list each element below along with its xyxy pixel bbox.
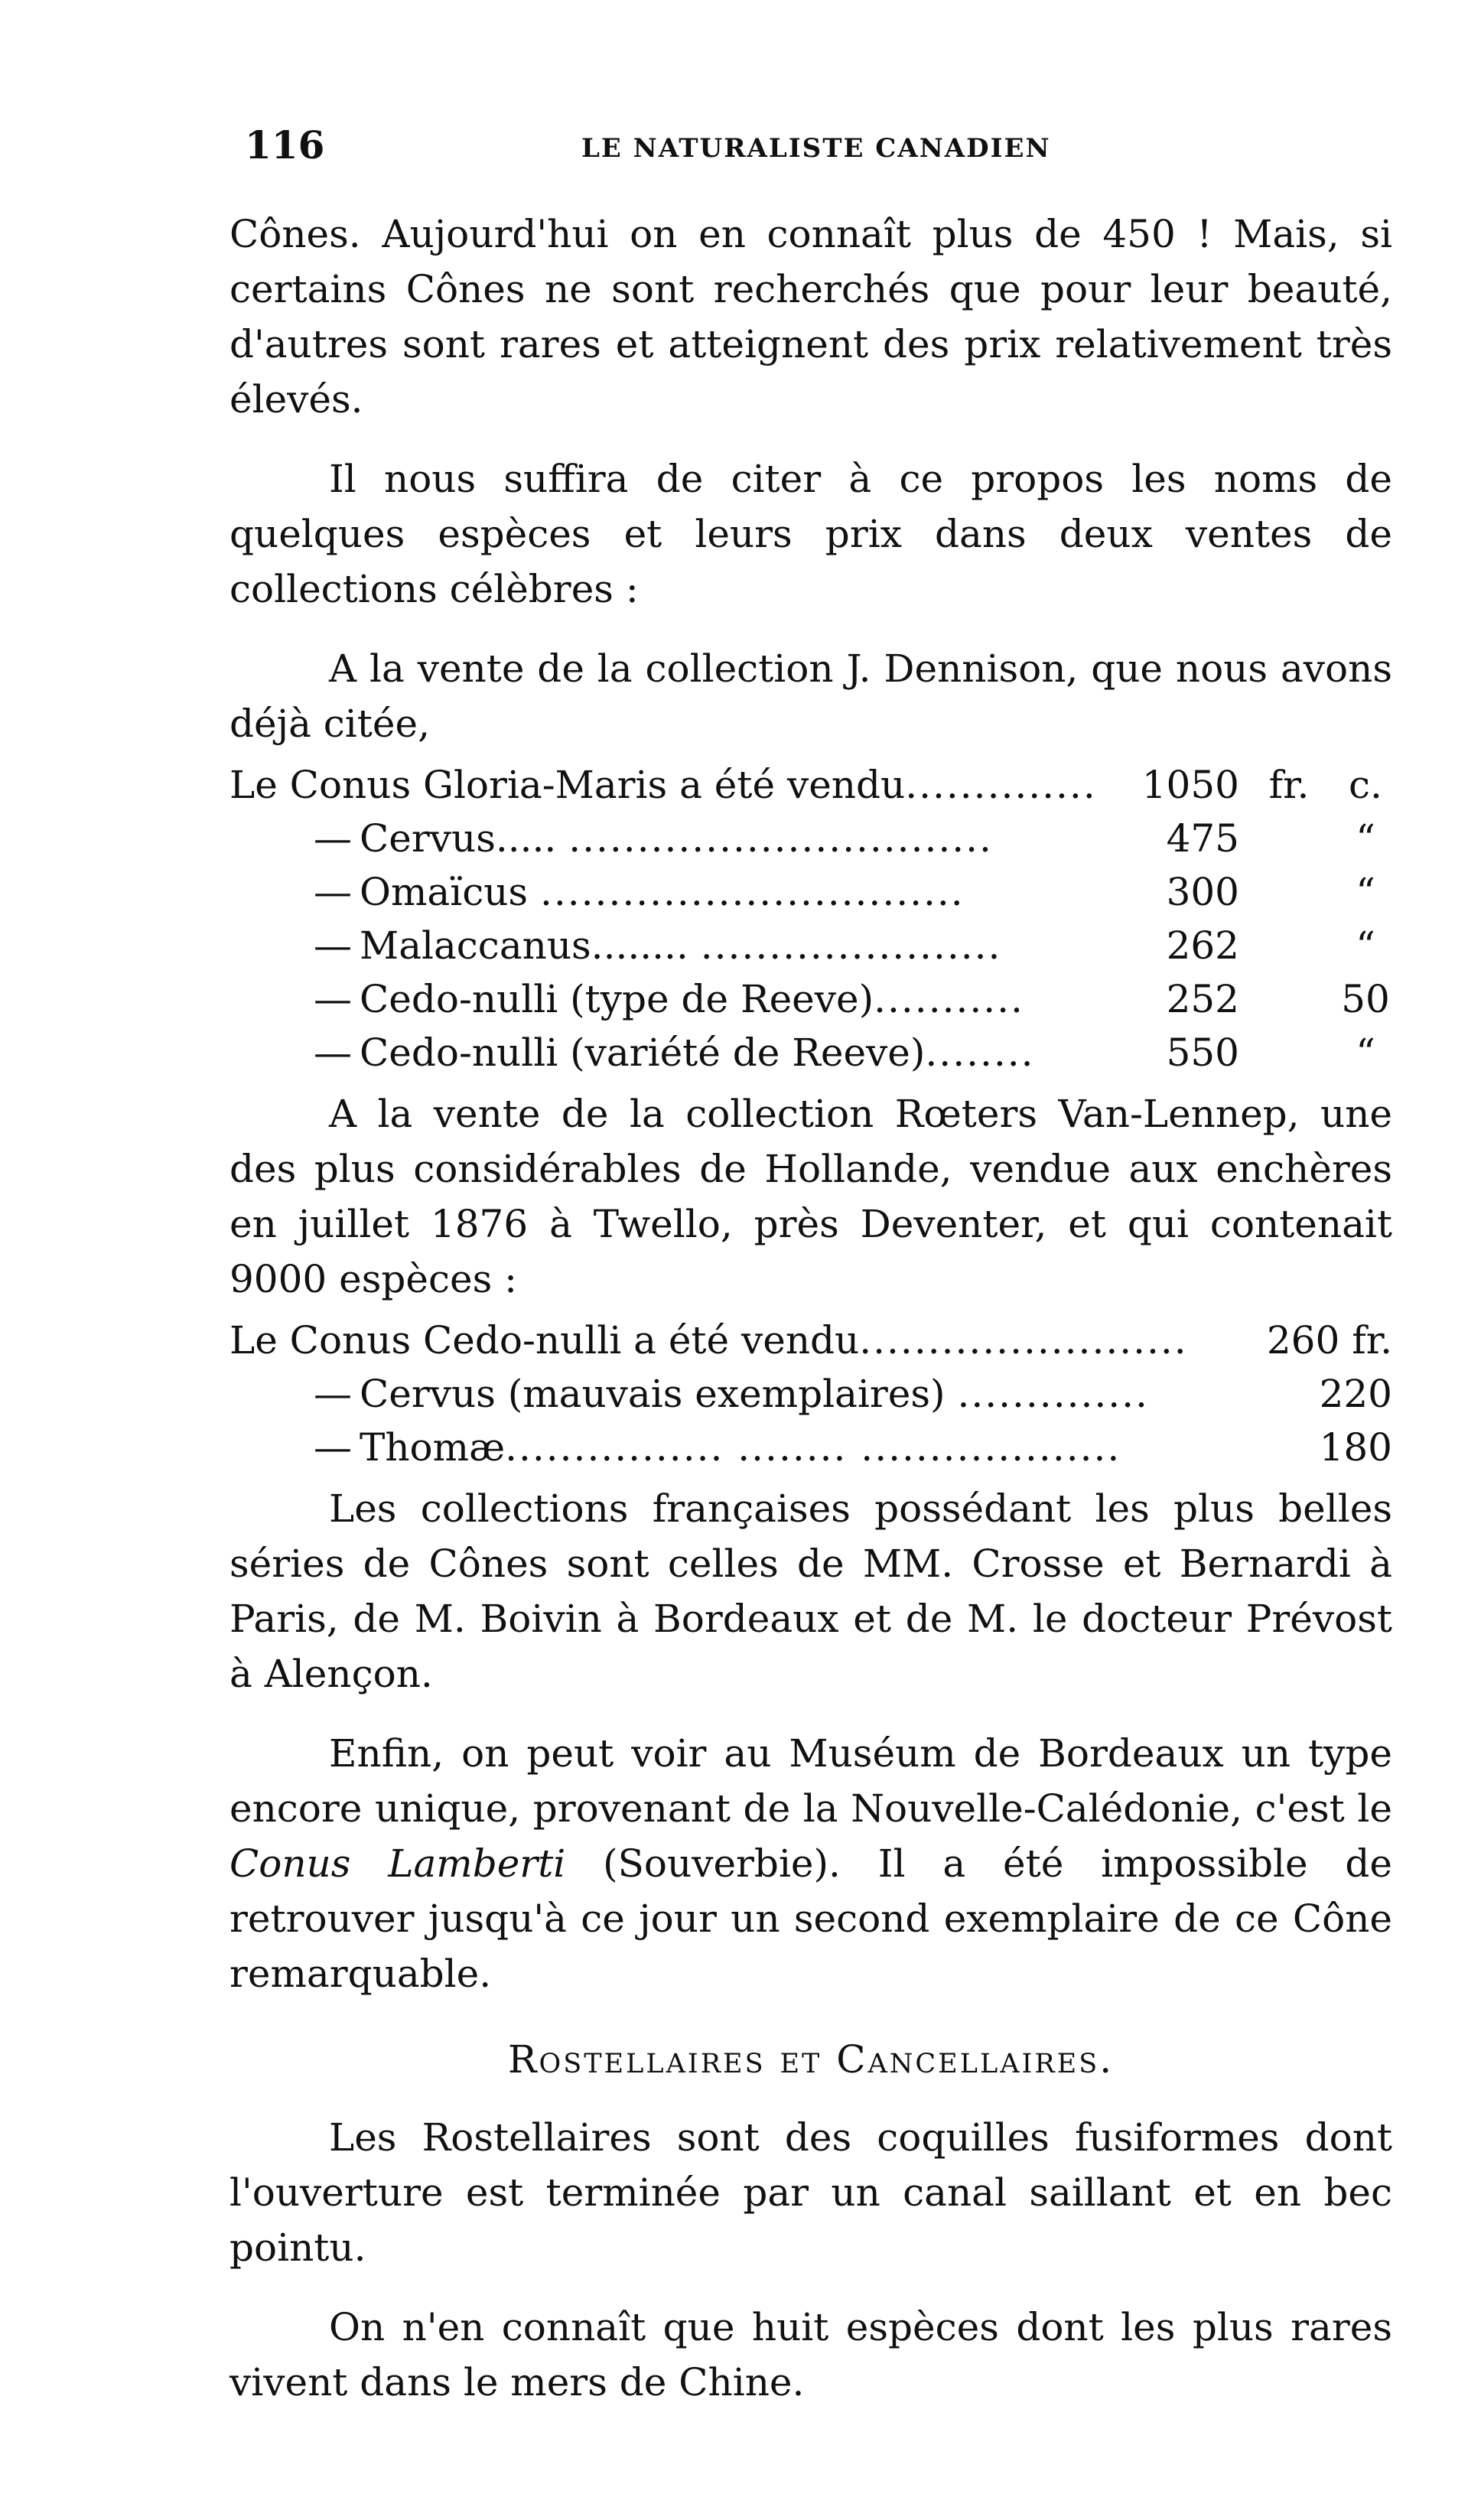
paragraph-rostellaires: Les Rostellaires sont des coquilles fusiformes dont l'ouverture est terminée par un canal saillant et en bec pointu.	[229, 2115, 1392, 2270]
table-row	[229, 757, 1392, 811]
paragraph-intro-prices: Il nous suffira de citer à ce propos les noms de quelques espèces et leurs prix dans deux ventes de collections célèbres :	[229, 457, 1392, 611]
page-number: 116	[245, 122, 325, 168]
ditto-dash: —	[314, 816, 352, 861]
table-row	[229, 811, 1392, 864]
table-row	[229, 864, 1392, 918]
section-title: Rostellaires et Cancellaires.	[507, 2037, 1115, 2082]
row-label: Cervus (mauvais exemplaires) ..............	[360, 1372, 1149, 1416]
row-francs: 550	[1166, 1030, 1239, 1075]
paragraph-vanlennep-sale: A la vente de la collection Rœters Van-Lennep, une des plus considérables de Hollande, vendue aux enchères en juillet 1876 à Twello, près Deventer, et qui contenait 9000 espèces :	[229, 1092, 1392, 1301]
row-label: Cervus..... ...............................	[360, 816, 993, 861]
table-row	[229, 1025, 1392, 1079]
row-cents-unit: 50	[1341, 977, 1390, 1021]
paragraph-cones-count: Cônes. Aujourd'hui on en connaît plus de 450 ! Mais, si certains Cônes ne sont recherchés que pour leur beauté, d'autres sont rares et atteignent des prix relativement très élevés.	[229, 212, 1392, 422]
row-cents-unit: c.	[1349, 763, 1382, 807]
paragraph-dennison-sale: A la vente de la collection J. Dennison, que nous avons déjà citée,	[229, 646, 1392, 746]
ditto-dash: —	[314, 870, 352, 914]
row-label: Le Conus Gloria-Maris a été vendu..............	[229, 763, 1097, 807]
row-currency: fr.	[1268, 763, 1310, 807]
row-francs: 1050	[1141, 763, 1239, 807]
page-body	[229, 207, 1392, 2434]
row-cents-unit: “	[1356, 923, 1375, 968]
row-cents-unit: “	[1356, 1030, 1375, 1075]
paragraph-species-count: On n'en connaît que huit espèces dont les plus rares vivent dans le mers de Chine.	[229, 2305, 1392, 2404]
dennison-price-table	[229, 757, 1392, 1079]
ditto-dash: —	[314, 1372, 352, 1416]
table-row	[229, 918, 1392, 972]
row-label: Cedo-nulli (type de Reeve)...........	[360, 977, 1024, 1021]
ditto-dash: —	[314, 1030, 352, 1075]
row-francs: 262	[1166, 923, 1239, 968]
row-label: Cedo-nulli (variété de Reeve)........	[360, 1030, 1035, 1075]
ditto-dash: —	[314, 923, 352, 968]
row-francs: 252	[1166, 977, 1239, 1021]
row-francs: 475	[1166, 816, 1239, 861]
row-price: 180	[1319, 1425, 1392, 1470]
running-title: LE NATURALISTE CANADIEN	[581, 133, 1051, 164]
paragraph-french-collections: Les collections françaises possédant les plus belles séries de Cônes sont celles de MM. Crosse et Bernardi à Paris, de M. Boivin à Bordeaux et de M. le docteur Prévost à Alençon.	[229, 1486, 1392, 1696]
table-row	[229, 1420, 1392, 1473]
row-price: 260 fr.	[1266, 1318, 1392, 1363]
ditto-dash: —	[314, 977, 352, 1021]
row-label: Thomæ................ ........ ...................	[360, 1425, 1121, 1470]
page-header	[245, 122, 1400, 176]
table-row	[229, 1366, 1392, 1420]
row-label: Omaïcus ...............................	[360, 870, 965, 914]
row-label: Malaccanus........ ......................	[360, 923, 1002, 968]
row-label: Le Conus Cedo-nulli a été vendu........................	[229, 1318, 1188, 1363]
row-cents-unit: “	[1356, 816, 1375, 861]
paragraph-conus-lamberti: Enfin, on peut voir au Muséum de Bordeaux un type encore unique, provenant de la Nouvelle-Calédonie, c'est le Conus Lamberti (Souverbie). Il a été impossible de retrouver jusqu'à ce jour un second exemplaire de ce Cône remarquable.	[229, 1731, 1392, 1996]
species-name: Conus Lamberti	[229, 1841, 566, 1886]
row-cents-unit: “	[1356, 870, 1375, 914]
table-row	[229, 1313, 1392, 1366]
vanlennep-price-table	[229, 1313, 1392, 1473]
ditto-dash: —	[314, 1425, 352, 1470]
row-francs: 300	[1166, 870, 1239, 914]
table-row	[229, 972, 1392, 1025]
row-price: 220	[1319, 1372, 1392, 1416]
